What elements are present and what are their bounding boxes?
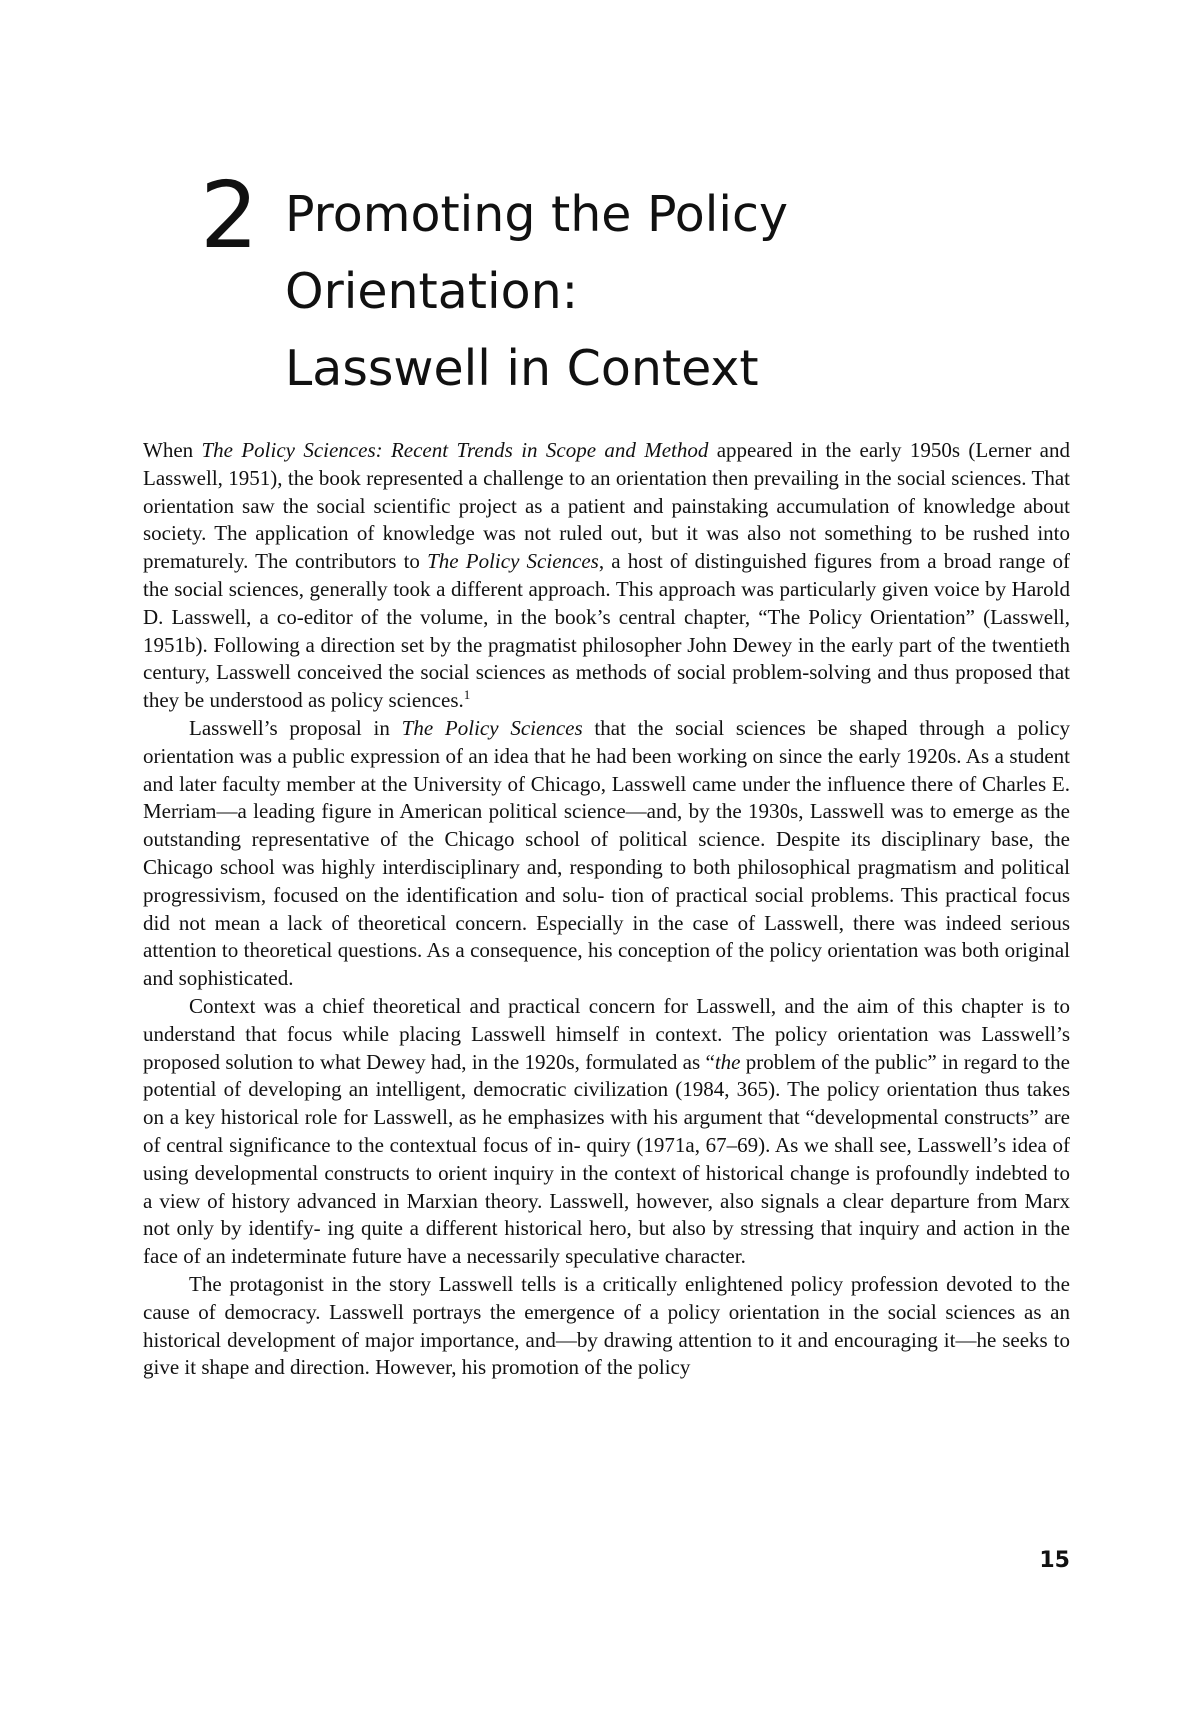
body-text <box>143 437 1070 1382</box>
emphasis: the <box>714 1049 741 1074</box>
chapter-title-line: Lasswell in Context <box>285 340 759 397</box>
paragraph-1 <box>143 437 1070 715</box>
chapter-title-line: Orientation: <box>285 263 579 320</box>
paragraph-2 <box>143 715 1070 993</box>
page-number: 15 <box>1039 1548 1070 1573</box>
chapter-number: 2 <box>200 162 259 269</box>
chapter-heading <box>200 162 1000 400</box>
paragraph-3 <box>143 993 1070 1271</box>
text-run: that the social sciences be shaped through a policy orientation was a public expression of an idea that he had been working on since the early 1920s. As a student and later faculty member at the University of Chicago, Lasswell came under the influence there of Charles E. Merriam—a leading figure in American political science—and, by the 1930s, Lasswell was to emerge as the outstanding representative of the Chicago school of political science. Despite its disciplinary base, the Chicago school was highly interdisciplinary and, responding to both philosophical pragmatism and political progressivism, focused on the identification and solu- tion of practical social problems. This practical focus did not mean a lack of theoretical concern. Especially in the case of Lasswell, there was indeed serious attention to theoretical questions. As a consequence, his conception of the policy orientation was both original and sophisticated. <box>143 715 1070 991</box>
text-run: appeared in the early 1950s (Lerner and Lasswell, 1951), the book represented a challenge to an orientation then prevailing in the social sciences. That orientation saw the social scientific project as a patient and painstaking accumulation of knowledge about society. The application of knowledge was not ruled out, but it was also not something to be rushed into prematurely. The contributors to <box>143 438 1070 574</box>
text-run: problem of the public” in regard to the potential of developing an intelligent, democratic civilization (1984, 365). The policy orientation thus takes on a key historical role for Lasswell, as he emphasizes with his argument that “developmental constructs” are of central significance to the contextual focus of in- quiry (1971a, 67–69). As we shall see, Lasswell’s idea of using developmental constructs to orient inquiry in the context of historical change is profoundly indebted to a view of history advanced in Marxian theory. Lasswell, however, also signals a clear departure from Marx not only by identify- ing quite a different historical hero, but also by stressing that inquiry and action in the face of an indeterminate future have a necessarily speculative character. <box>143 1049 1070 1269</box>
chapter-title <box>285 176 788 407</box>
paragraph-4 <box>143 1271 1070 1382</box>
book-title: The Policy Sciences <box>401 715 583 740</box>
text-run: The protagonist in the story Lasswell tells is a critically enlightened policy profession devoted to the cause of democracy. Lasswell portrays the emergence of a policy orientation in the social sciences as an historical development of major importance, and—by drawing attention to it and encouraging it—he seeks to give it shape and direction. However, his promotion of the policy <box>143 1271 1070 1380</box>
book-title: The Policy Sciences <box>427 549 599 574</box>
text-run: Context was a chief theoretical and practical concern for Lasswell, and the aim of this chapter is to understand that focus while placing Lasswell himself in context. The policy orientation was Lasswell’s proposed solution to what Dewey had, in the 1920s, formulated as “ <box>143 993 1070 1074</box>
text-run: Lasswell’s proposal in <box>189 715 402 740</box>
book-title: The Policy Sciences: Recent Trends in Scope and Method <box>201 438 709 462</box>
footnote-marker: 1 <box>463 687 471 703</box>
text-run: When <box>143 438 202 462</box>
text-run: , a host of distinguished figures from a broad range of the social sciences, generally took a different approach. This approach was particularly given voice by Harold D. Lasswell, a co-editor of the volume, in the book’s central chapter, “The Policy Orientation” (Lasswell, 1951b). Following a direction set by the pragmatist philosopher John Dewey in the early part of the twentieth century, Lasswell conceived the social sciences as methods of social problem-solving and thus proposed that they be understood as policy sciences. <box>143 549 1070 713</box>
chapter-title-line: Promoting the Policy <box>285 186 788 243</box>
